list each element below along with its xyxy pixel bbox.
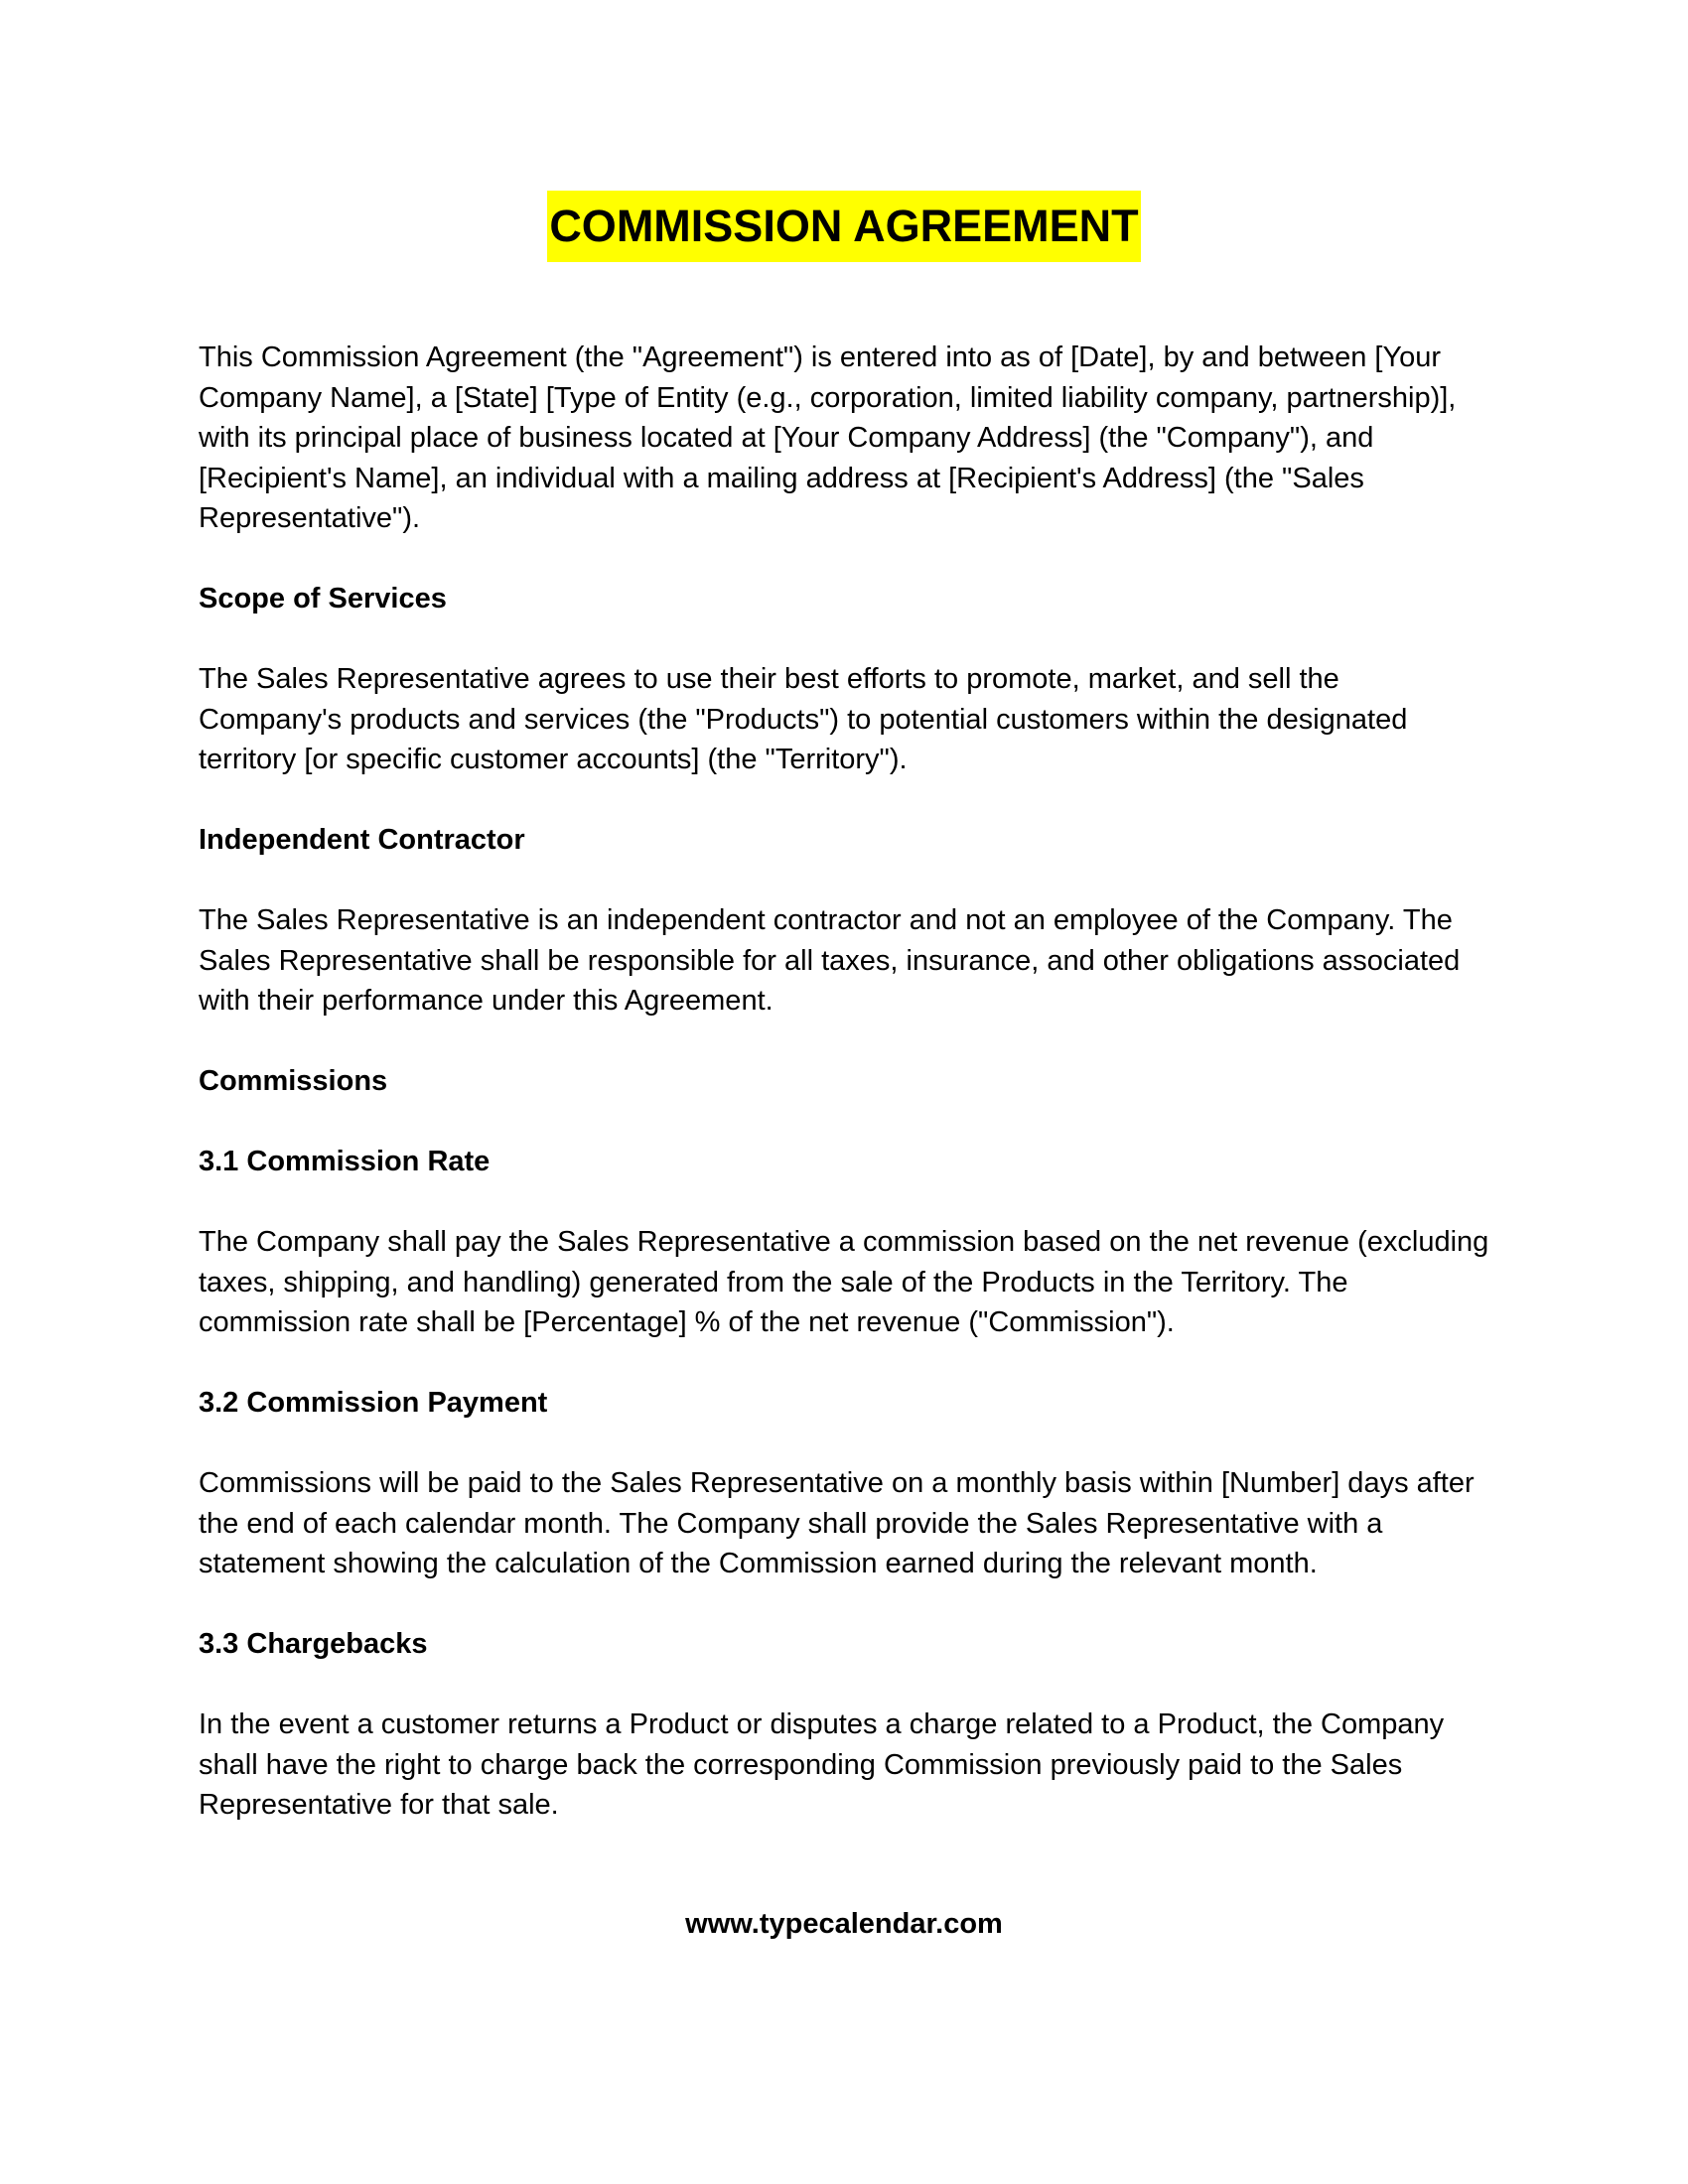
subsection-heading-commission-rate: 3.1 Commission Rate bbox=[199, 1146, 491, 1177]
title-container bbox=[0, 191, 1688, 262]
section-body-scope: The Sales Representative agrees to use their best efforts to promote, market, and sell the Company's products and services (the "Products") to potential customers within the designated territory [or specific customer accounts] (the "Territory"). bbox=[199, 663, 1408, 775]
section-heading-chargebacks: 3.3 Chargebacks bbox=[199, 1628, 428, 1660]
footer-website-link[interactable]: www.typecalendar.com bbox=[685, 1908, 1003, 1940]
document-title: COMMISSION AGREEMENT bbox=[547, 191, 1140, 262]
section-body-commission-rate: The Company shall pay the Sales Representative a commission based on the net revenue (excluding taxes, shipping, and handling) generated from the sale of the Products in the Territory. The commission rate shall be [Percentage] % of the net revenue ("Commission"). bbox=[199, 1226, 1489, 1338]
document-body bbox=[199, 338, 1489, 1865]
intro-paragraph: This Commission Agreement (the "Agreement") is entered into as of [Date], by and between [Your Company Name], a [State] [Type of Entity (e.g., corporation, limited liability company, partnership)], with its principal place of business located at [Your Company Address] (the "Company"), and [Recipient's Name], an individual with a mailing address at [Recipient's Address] (the "Sales Representative"). bbox=[199, 341, 1457, 534]
section-heading-commission-payment: 3.2 Commission Payment bbox=[199, 1387, 548, 1419]
section-heading-independent-contractor: Independent Contractor bbox=[199, 824, 525, 856]
section-body-commission-payment: Commissions will be paid to the Sales Representative on a monthly basis within [Number] days after the end of each calendar month. The Company shall provide the Sales Representative with a statement showing the calculation of the Commission earned during the relevant month. bbox=[199, 1467, 1475, 1579]
section-body-chargebacks: In the event a customer returns a Product or disputes a charge related to a Product, the Company shall have the right to charge back the corresponding Commission previously paid to the Sales Representative for that sale. bbox=[199, 1708, 1445, 1821]
section-heading-commissions: Commissions bbox=[199, 1065, 388, 1097]
section-heading-scope: Scope of Services bbox=[199, 583, 447, 614]
section-body-independent-contractor: The Sales Representative is an independent contractor and not an employee of the Company. The Sales Representative shall be responsible for all taxes, insurance, and other obligations associated with their performance under this Agreement. bbox=[199, 904, 1461, 1017]
